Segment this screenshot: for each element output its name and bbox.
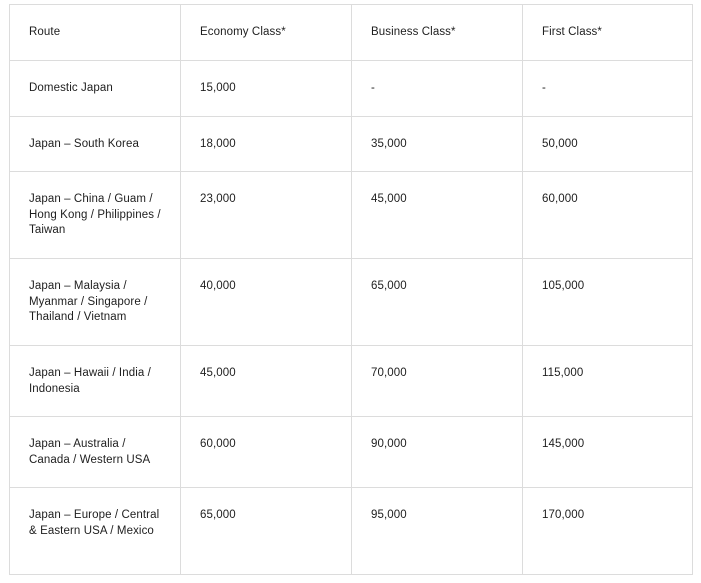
table-header-row bbox=[10, 5, 693, 61]
economy-cell: 40,000 bbox=[181, 259, 352, 346]
business-cell: 90,000 bbox=[352, 417, 523, 488]
economy-cell: 18,000 bbox=[181, 117, 352, 172]
route-cell: Japan – Malaysia / Myanmar / Singapore / Thailand / Vietnam bbox=[10, 259, 181, 346]
award-chart-table bbox=[9, 4, 693, 575]
route-cell: Japan – China / Guam / Hong Kong / Philippines / Taiwan bbox=[10, 172, 181, 259]
route-cell: Japan – Australia / Canada / Western USA bbox=[10, 417, 181, 488]
economy-cell: 45,000 bbox=[181, 346, 352, 417]
business-cell: 65,000 bbox=[352, 259, 523, 346]
economy-cell: 23,000 bbox=[181, 172, 352, 259]
first-cell: 115,000 bbox=[523, 346, 693, 417]
route-cell: Japan – Hawaii / India / Indonesia bbox=[10, 346, 181, 417]
table-row bbox=[10, 488, 693, 575]
route-cell: Japan – Europe / Central & Eastern USA / Mexico bbox=[10, 488, 181, 575]
business-cell: 70,000 bbox=[352, 346, 523, 417]
business-cell: 35,000 bbox=[352, 117, 523, 172]
business-cell: 45,000 bbox=[352, 172, 523, 259]
business-cell: - bbox=[352, 61, 523, 117]
table-row bbox=[10, 172, 693, 259]
business-cell: 95,000 bbox=[352, 488, 523, 575]
header-business-class: Business Class* bbox=[352, 5, 523, 61]
economy-cell: 60,000 bbox=[181, 417, 352, 488]
economy-cell: 15,000 bbox=[181, 61, 352, 117]
first-cell: 50,000 bbox=[523, 117, 693, 172]
header-route: Route bbox=[10, 5, 181, 61]
first-cell: 170,000 bbox=[523, 488, 693, 575]
first-cell: 60,000 bbox=[523, 172, 693, 259]
route-cell: Domestic Japan bbox=[10, 61, 181, 117]
economy-cell: 65,000 bbox=[181, 488, 352, 575]
route-cell: Japan – South Korea bbox=[10, 117, 181, 172]
table-row bbox=[10, 117, 693, 172]
table-row bbox=[10, 259, 693, 346]
table-row bbox=[10, 346, 693, 417]
first-cell: 105,000 bbox=[523, 259, 693, 346]
header-first-class: First Class* bbox=[523, 5, 693, 61]
first-cell: 145,000 bbox=[523, 417, 693, 488]
table-row bbox=[10, 417, 693, 488]
table-row bbox=[10, 61, 693, 117]
first-cell: - bbox=[523, 61, 693, 117]
header-economy-class: Economy Class* bbox=[181, 5, 352, 61]
